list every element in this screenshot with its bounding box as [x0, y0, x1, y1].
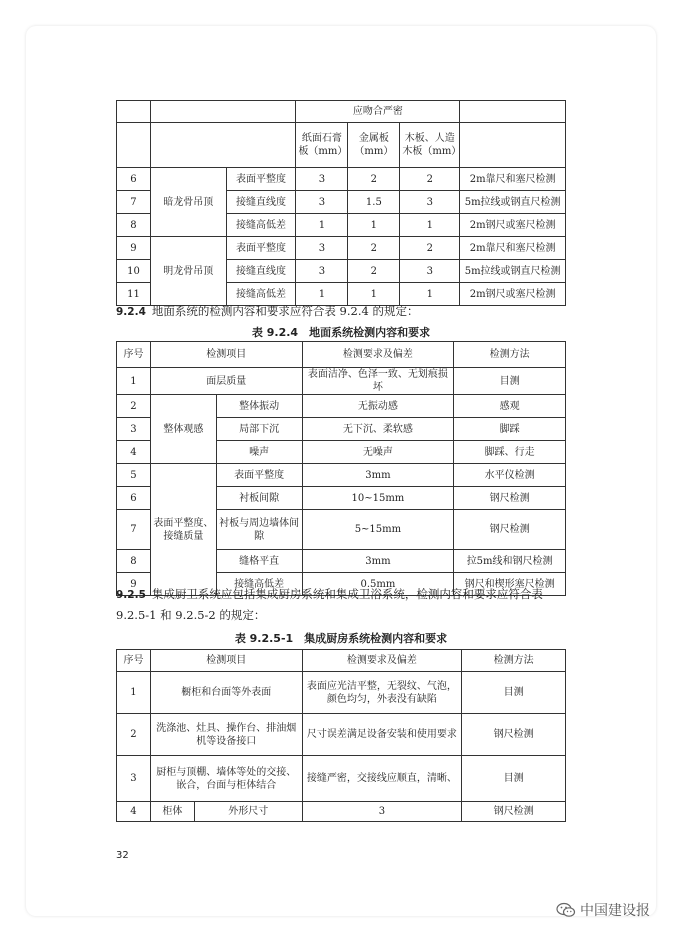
table-cell	[150, 123, 296, 168]
value-cell: 3	[296, 168, 348, 191]
category-cell: 柜体	[150, 802, 194, 822]
value-cell: 1	[400, 283, 460, 306]
table-row	[117, 756, 566, 802]
value-cell: 1	[348, 214, 400, 237]
value-cell: 1	[400, 214, 460, 237]
table-caption: 表 9.2.4 地面系统检测内容和要求	[251, 326, 431, 339]
row-number: 3	[117, 418, 151, 441]
item-cell: 缝格平直	[216, 550, 302, 573]
header-cell: 检测项目	[150, 650, 302, 672]
value-cell: 3	[296, 191, 348, 214]
row-number: 4	[117, 802, 151, 822]
clause-9-2-5	[116, 584, 543, 625]
group-label: 整体观感	[150, 395, 216, 464]
requirement-cell: 无振动感	[302, 395, 454, 418]
table-cell	[117, 101, 151, 123]
clause-text: 集成厨卫系统应包括集成厨房系统和集成卫浴系统，检测内容和要求应符合表	[151, 587, 543, 601]
header-cell: 检测要求及偏差	[302, 342, 454, 368]
requirement-cell: 3mm	[302, 550, 454, 573]
table-row	[117, 395, 566, 418]
row-number: 6	[117, 487, 151, 510]
row-number: 5	[117, 464, 151, 487]
requirement-cell: 10~15mm	[302, 487, 454, 510]
requirement-cell: 接缝严密，交接线应顺直，清晰、	[302, 756, 462, 802]
watermark	[556, 900, 650, 920]
item-cell: 橱柜和台面等外表面	[150, 672, 302, 714]
item-cell: 外形尺寸	[194, 802, 302, 822]
header-cell: 检测要求及偏差	[302, 650, 462, 672]
item-cell: 衬板与周边墙体间隙	[216, 510, 302, 550]
item-cell: 接缝高低差	[216, 573, 302, 596]
row-number: 7	[117, 191, 151, 214]
item-cell: 表面平整度	[226, 237, 296, 260]
row-number: 9	[117, 237, 151, 260]
method-cell: 目测	[462, 672, 566, 714]
header-cell: 纸面石膏板（mm）	[296, 123, 348, 168]
value-cell: 2	[400, 237, 460, 260]
value-cell: 1	[296, 214, 348, 237]
row-number: 6	[117, 168, 151, 191]
value-cell: 3	[296, 237, 348, 260]
row-number: 9	[117, 573, 151, 596]
method-cell: 感观	[454, 395, 566, 418]
method-cell: 脚踩	[454, 418, 566, 441]
header-cell: 金属板（mm）	[348, 123, 400, 168]
method-cell: 5m拉线或钢直尺检测	[460, 191, 566, 214]
wechat-icon	[556, 902, 576, 918]
item-cell: 整体振动	[216, 395, 302, 418]
ceiling-table	[116, 100, 566, 306]
clause-text-continued: 9.2.5-1 和 9.2.5-2 的规定：	[116, 608, 266, 622]
header-cell: 序号	[117, 650, 151, 672]
row-number: 8	[117, 550, 151, 573]
table-row	[117, 168, 566, 191]
value-cell: 3	[400, 260, 460, 283]
table-cell	[150, 101, 296, 123]
method-cell: 脚踩、行走	[454, 441, 566, 464]
row-number: 1	[117, 368, 151, 395]
requirement-cell: 5~15mm	[302, 510, 454, 550]
method-cell: 2m靠尺和塞尺检测	[460, 237, 566, 260]
method-cell: 目测	[454, 368, 566, 395]
item-cell: 接缝高低差	[226, 283, 296, 306]
item-cell: 衬板间隙	[216, 487, 302, 510]
item-cell: 噪声	[216, 441, 302, 464]
requirement-cell: 0.5mm	[302, 573, 454, 596]
value-cell: 3	[296, 260, 348, 283]
table-row	[117, 237, 566, 260]
requirement-cell: 无下沉、柔软感	[302, 418, 454, 441]
table-cell	[117, 123, 151, 168]
requirement-cell: 尺寸误差满足设备安装和使用要求	[302, 714, 462, 756]
row-number: 4	[117, 441, 151, 464]
method-cell: 目测	[462, 756, 566, 802]
method-cell: 钢尺和楔形塞尺检测	[454, 573, 566, 596]
method-cell: 2m钢尺或塞尺检测	[460, 283, 566, 306]
method-cell: 水平仪检测	[454, 464, 566, 487]
requirement-cell: 3	[302, 802, 462, 822]
table-cell	[460, 123, 566, 168]
requirement-cell: 表面应光洁平整，无裂纹、气泡，颜色均匀，外表没有缺陷	[302, 672, 462, 714]
row-number: 11	[117, 283, 151, 306]
header-cell: 检测方法	[454, 342, 566, 368]
value-cell: 2	[348, 168, 400, 191]
table-row	[117, 802, 566, 822]
clause-text: 地面系统的检测内容和要求应符合表 9.2.4 的规定：	[151, 304, 419, 318]
value-cell: 2	[400, 168, 460, 191]
table-row	[117, 464, 566, 487]
requirement-cell: 表面洁净、色泽一致、无划痕损坏	[302, 368, 454, 395]
method-cell: 钢尺检测	[462, 714, 566, 756]
value-cell: 3	[400, 191, 460, 214]
watermark-text: 中国建设报	[580, 903, 650, 919]
row-number: 8	[117, 214, 151, 237]
header-row	[117, 342, 566, 368]
group-label: 明龙骨吊顶	[150, 237, 226, 306]
row-number: 3	[117, 756, 151, 802]
table-row	[117, 672, 566, 714]
method-cell: 钢尺检测	[462, 802, 566, 822]
method-cell: 2m靠尺和塞尺检测	[460, 168, 566, 191]
method-cell: 5m拉线或钢直尺检测	[460, 260, 566, 283]
table-row	[117, 714, 566, 756]
value-cell: 1	[348, 283, 400, 306]
header-cell: 木板、人造木板（mm）	[400, 123, 460, 168]
row-number: 2	[117, 395, 151, 418]
item-cell: 接缝高低差	[226, 214, 296, 237]
value-cell: 2	[348, 260, 400, 283]
group-label: 表面平整度、接缝质量	[150, 464, 216, 596]
item-cell: 面层质量	[150, 368, 302, 395]
header-row	[117, 650, 566, 672]
table-caption: 表 9.2.5-1 集成厨房系统检测内容和要求	[234, 632, 448, 645]
row-number: 10	[117, 260, 151, 283]
header-cell: 检测项目	[150, 342, 302, 368]
item-cell: 接缝直线度	[226, 260, 296, 283]
requirement-cell: 无噪声	[302, 441, 454, 464]
floor-system-table	[116, 341, 566, 596]
clause-number: 9.2.4	[116, 306, 146, 318]
table-row	[117, 368, 566, 395]
requirement-cell: 3mm	[302, 464, 454, 487]
item-cell: 表面平整度	[216, 464, 302, 487]
row-number: 1	[117, 672, 151, 714]
method-cell: 2m钢尺或塞尺检测	[460, 214, 566, 237]
table-cell	[460, 101, 566, 123]
item-cell: 局部下沉	[216, 418, 302, 441]
value-cell: 1.5	[348, 191, 400, 214]
kitchen-system-table	[116, 649, 566, 822]
row-number: 7	[117, 510, 151, 550]
value-cell: 2	[348, 237, 400, 260]
page-number: 32	[116, 850, 129, 861]
item-cell: 接缝直线度	[226, 191, 296, 214]
item-cell: 厨柜与顶棚、墙体等处的交接、嵌合，台面与柜体结合	[150, 756, 302, 802]
method-cell: 钢尺检测	[454, 510, 566, 550]
header-cell: 序号	[117, 342, 151, 368]
item-cell: 表面平整度	[226, 168, 296, 191]
value-cell: 1	[296, 283, 348, 306]
header-cell: 应吻合严密	[296, 101, 460, 123]
method-cell: 拉5m线和钢尺检测	[454, 550, 566, 573]
method-cell: 钢尺检测	[454, 487, 566, 510]
header-cell: 检测方法	[462, 650, 566, 672]
group-label: 暗龙骨吊顶	[150, 168, 226, 237]
clause-9-2-4	[116, 301, 418, 322]
item-cell: 洗涤池、灶具、操作台、排油烟机等设备接口	[150, 714, 302, 756]
row-number: 2	[117, 714, 151, 756]
clause-number: 9.2.5	[116, 589, 146, 601]
